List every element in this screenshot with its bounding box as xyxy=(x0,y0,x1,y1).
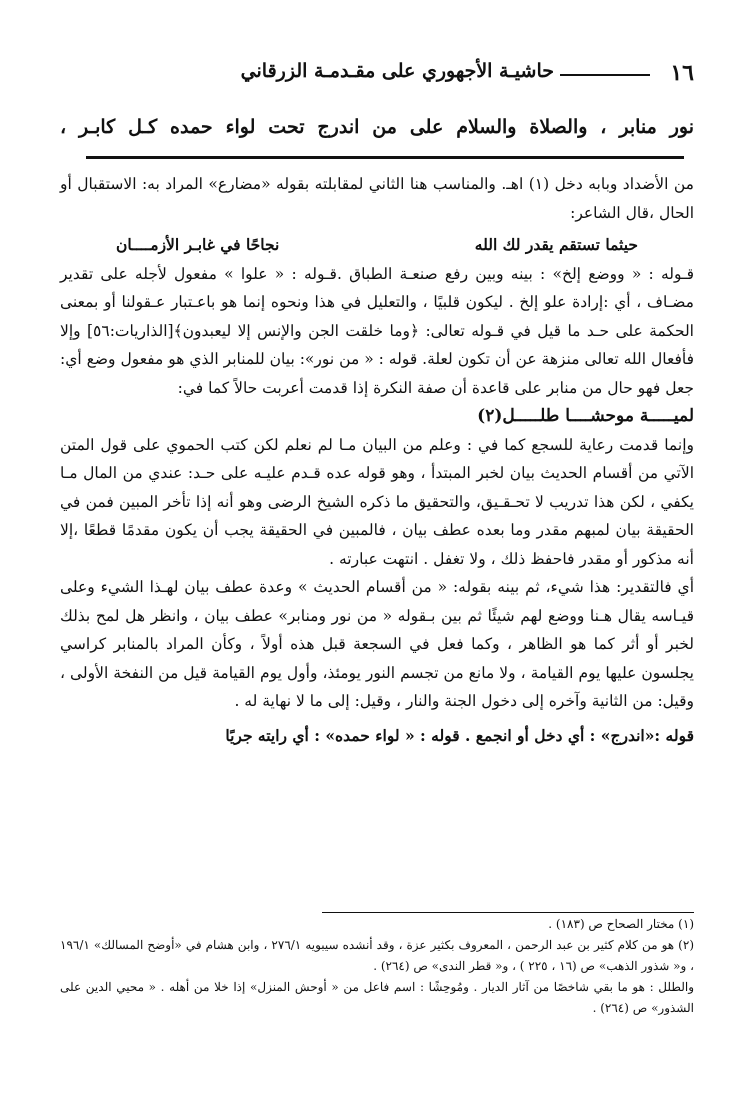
footnote-separator xyxy=(322,912,694,913)
paragraph-4: أي فالتقدير: هذا شيء، ثم بينه بقوله: « من أقسام الحديث » وعدة عطف بيان لهـذا الشيء وعلى قيـاسه يقال هـنا ووضع لهم شيئًا ثم بين بـقوله « من نور ومنابر» عطف بيان ، وانظر هل لمح بذلك لخبر أو أثر كما هو الظاهر ، وكما فعل في السجعة قبل هذه أولاً ، وكأن المراد بالمنابر كراسي يجلسون عليها يوم القيامة ، ولا مانع من تجسم النور يومئذ، وأول يوم القيامة قيل من النفخة الأولى ، وقيل: من الثانية وآخره إلى دخول الجنة والنار ، وقيل: إلى ما لا نهاية له . xyxy=(60,578,694,710)
page-header xyxy=(60,60,694,90)
verse-2: لميـــــة موحشــــا طلـــــل(٢) xyxy=(477,406,694,426)
paragraph-3: وإنما قدمت رعاية للسجع كما في : وعلم من البيان مـا لم نعلم لكن كتب الحموي على قول المتن الآتي من أقسام الحديث بيان لخبر المبتدأ ، وهو قوله عده قـدم عليـه على حـد: عندي من المال مـا يكفي ، لكن هذا تدريب لا تحـقـيق، والتحقيق ما ذكره الشيخ الرضى وهو أنه إذا تأخر المبين فمن في الحقيقة بيان لمبهم مقدر وما بعده عطف بيان ، فالمبين في الحقيقة يجب أن يكون مقدمًا قطعًا ،إلا أنه مذكور أو مقدر فاحفظ ذلك ، ولا تغفل . انتهت عبارته . xyxy=(60,435,694,568)
matn-text: نور منابر ، والصلاة والسلام على من اندرج تحت لواء حمده كـل كابـر ، xyxy=(60,116,694,138)
footnotes xyxy=(60,914,694,1019)
verse-1-hemistich-b: نجاحًا في غابـر الأزمــــان xyxy=(116,235,280,254)
header-rule xyxy=(560,74,650,76)
paragraph-2: قـوله : « ووضع إلخ» : بينه وبين رفع صنعـة الطباق .قـوله : « علوا » مفعول لأجله على تقدير مضـاف ، أي :إرادة علو إلخ . ليكون قلبيًا ، والتعليل في هذا ونحوه إنما هو باعـتبار عـقولنا أو بمعنى الحكمة على حـد ما قيل في قـوله تعالى: ﴿وما خلقت الجن والإنس إلا ليعبدون﴾[الذاريات:٥٦] وإلا فأفعال الله تعالى منزهة عن أن تكون لعلة. قوله : « من نور»: بيان للمنابر الذي هو مفعول وضع أي: جعل فهو حال من منابر على قاعدة أن صفة النكرة إذا قدمت أعربت حالاً كما في: xyxy=(60,264,694,397)
running-title: حاشيـة الأجهوري على مقـدمـة الزرقاني xyxy=(240,60,554,82)
matn-divider xyxy=(86,156,684,159)
verse-1-hemistich-a: حيثما تستقم يقدر لك الله xyxy=(474,235,638,254)
paragraph-1: من الأضداد وبابه دخل (١) اهـ. والمناسب هنا الثاني لمقابلته بقوله «مضارع» المراد به: الاستقبال أو الحال ،قال الشاعر: xyxy=(60,175,694,222)
footnote-2-cont: والطلل : هو ما بقي شاخصًا من آثار الديار . ومُوحِشًا : اسم فاعل من « أوحش المنزل» إذا خلا من أهله . « محيي الدين على الشذور» ص (٢٦٤) . xyxy=(60,980,694,1015)
commentary-body xyxy=(60,170,694,750)
verse-1 xyxy=(116,231,638,260)
paragraph-5: قوله :«اندرج» : أي دخل أو انجمع . قوله : « لواء حمده» : أي رايته جريًا xyxy=(225,725,694,745)
footnote-1: (١) مختار الصحاح ص (١٨٣) . xyxy=(548,917,694,931)
footnote-2: (٢) هو من كلام كثير بن عبد الرحمن ، المعروف بكثير عزة ، وقد أنشده سيبويه ٢٧٦/١ ، وابن هشام في «أوضح المسالك» ١٩٦/١ ، و« شذور الذهب» ص (١٦ ، ٢٢٥ ) ، و« قطر الندى» ص (٢٦٤) . xyxy=(60,938,694,973)
page-number: ١٦ xyxy=(670,60,694,86)
